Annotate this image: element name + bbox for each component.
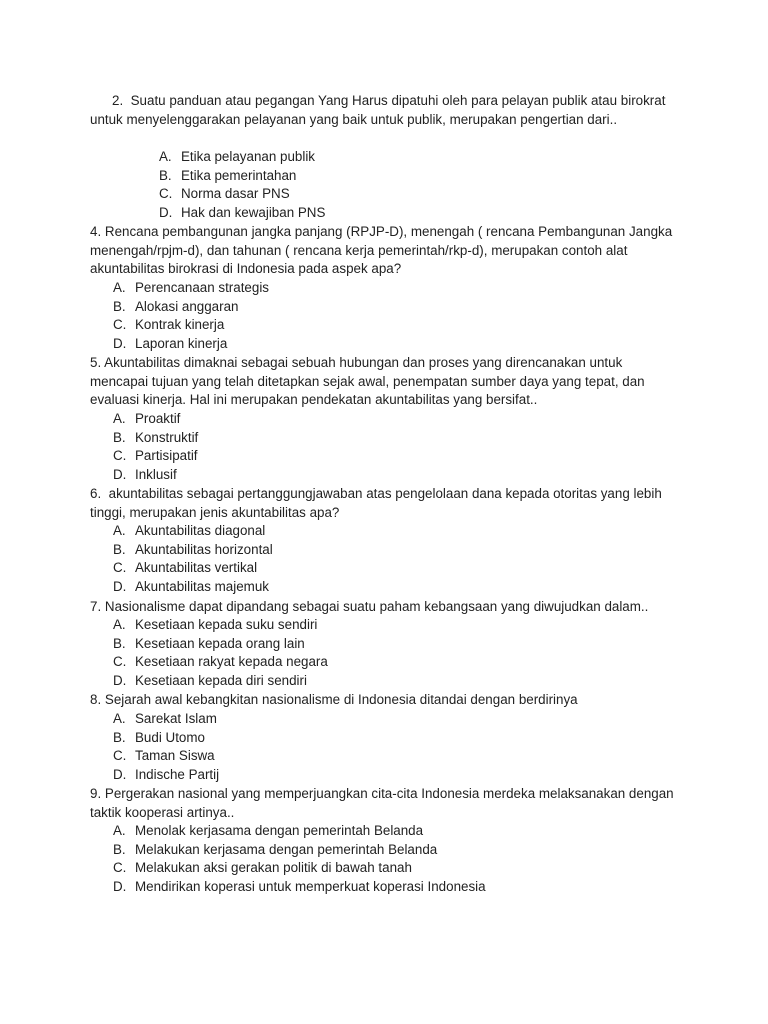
question-8	[90, 691, 710, 710]
question-text: akuntabilitas sebagai pertanggungjawaban atas pengelolaan dana kepada otoritas yang lebih tinggi, merupakan jenis akuntabilitas apa?	[90, 486, 662, 520]
document-page: 2. Suatu panduan atau pegangan Yang Harus dipatuhi oleh para pelayan publik atau birokrat untuk menyelenggarakan pelayanan yang baik untuk publik, merupakan pengertian dari.. A. Etika pelayanan publik B. Etika pemerintahan C. Norma dasar PNS D. Hak dan kewajiban PNS 4. Rencana pembangunan jangka panjang (RPJP-D), menengah ( rencana Pembangunan Jangka menengah/rpjm-d), dan tahunan ( rencana kerja pemerintah/rkp-d), merupakan contoh alat akuntabilitas birokrasi di Indonesia pada aspek apa? A. Perencanaan strategis B. Alokasi anggaran C. Kontrak kinerja D. Laporan kinerja 5. Akuntabilitas dimaknai sebagai sebuah hubungan dan proses yang direncanakan untuk mencapai tujuan yang telah ditetapkan sejak awal, penempatan sumber daya yang tepat, dan evaluasi kinerja. Hal ini merupakan pendekatan akuntabilitas yang bersifat.. A. Proaktif B. Konstruktif C. Partisipatif D. Inklusif 6. akuntabilitas sebagai pertanggungjawaban atas pengelolaan dana kepada otoritas yang lebih tinggi, merupakan jenis akuntabilitas apa? A. Akuntabilitas diagonal B. Akuntabilitas horizontal C. Akuntabilitas vertikal D. Akuntabilitas majemuk 7. Nasionalisme dapat dipandang sebagai suatu paham kebangsaan yang diwujudkan dalam.. A. Kesetiaan kepada suku sendiri B. Kesetiaan kepada orang lain C. Kesetiaan rakyat kepada negara D. Kesetiaan kepada diri sendiri 8. Sejarah awal kebangkitan nasionalisme di Indonesia ditandai dengan berdirinya A. Sarekat Islam B. Budi Utomo C. Taman Siswa D. Indische Partij 9. Pergerakan nasional yang memperjuangkan cita-cita Indonesia merdeka melaksanakan dengan taktik kooperasi artinya.. A. Menolak kerjasama dengan pemerintah Belanda B. Melakukan kerjasama dengan pemerintah Belanda C. Melakukan aksi gerakan politik di bawah tanah D. Mendirikan koperasi untuk memperkuat koperasi Indonesia	[0, 0, 768, 1024]
question-9	[90, 785, 680, 822]
question-text: Suatu panduan atau pegangan Yang Harus dipatuhi oleh para pelayan publik atau birokrat untuk menyelenggarakan pelayanan yang baik untuk publik, merupakan pengertian dari..	[90, 93, 666, 127]
question-text: Sejarah awal kebangkitan nasionalisme di Indonesia ditandai dengan berdirinya	[104, 692, 578, 707]
question-number: 4.	[90, 224, 102, 239]
question-number: 6.	[90, 486, 102, 501]
question-6	[90, 485, 680, 522]
question-number: 2.	[112, 93, 124, 108]
question-4	[90, 223, 680, 279]
question-number: 8.	[90, 692, 102, 707]
question-7	[90, 598, 710, 617]
question-text: Pergerakan nasional yang memperjuangkan cita-cita Indonesia merdeka melaksanakan dengan taktik kooperasi artinya..	[90, 786, 674, 820]
question-number: 7.	[90, 599, 102, 614]
question-text: Akuntabilitas dimaknai sebagai sebuah hubungan dan proses yang direncanakan untuk mencapai tujuan yang telah ditetapkan sejak awal, penempatan sumber daya yang tepat, dan evaluasi kinerja. Hal ini merupakan pendekatan akuntabilitas yang bersifat..	[90, 355, 645, 408]
question-text: Rencana pembangunan jangka panjang (RPJP-D), menengah ( rencana Pembangunan Jangka menengah/rpjm-d), dan tahunan ( rencana kerja pemerintah/rkp-d), merupakan contoh alat akuntabilitas birokrasi di Indonesia pada aspek apa?	[90, 224, 673, 277]
question-text: Nasionalisme dapat dipandang sebagai suatu paham kebangsaan yang diwujudkan dalam..	[104, 599, 649, 614]
question-2	[90, 92, 680, 129]
question-5	[90, 354, 680, 410]
question-number: 9.	[90, 786, 102, 801]
question-number: 5.	[90, 355, 102, 370]
